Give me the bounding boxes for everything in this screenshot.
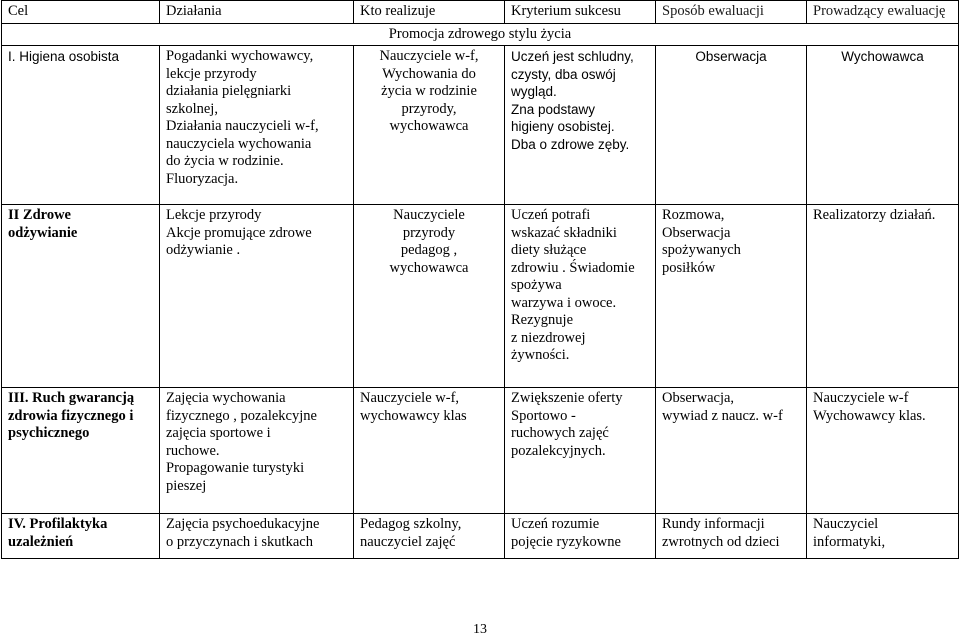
table-header-row: [2, 1, 959, 24]
banner-row: [2, 23, 959, 46]
header-method: Sposób ewaluacji: [656, 1, 807, 24]
criterion-cell: Uczeń rozumie pojęcie ryzykowne: [505, 514, 656, 559]
goal-cell: II Zdrowe odżywianie: [2, 205, 160, 388]
evaluator-cell: Wychowawca: [807, 46, 959, 205]
actions-cell: Pogadanki wychowawcy, lekcje przyrody działania pielęgniarki szkolnej, Działania nauczycieli w-f, nauczyciela wychowania do życia w rodzinie. Fluoryzacja.: [160, 46, 354, 205]
criterion-cell: Uczeń jest schludny, czysty, dba oswój wygląd. Zna podstawy higieny osobistej. Dba o zdrowe zęby.: [505, 46, 656, 205]
actions-cell: Zajęcia psychoedukacyjne o przyczynach i skutkach: [160, 514, 354, 559]
header-actions: Działania: [160, 1, 354, 24]
header-evaluator: Prowadzący ewaluację: [807, 1, 959, 24]
method-cell: Rundy informacji zwrotnych od dzieci: [656, 514, 807, 559]
who-cell: Pedagog szkolny, nauczyciel zajęć: [354, 514, 505, 559]
actions-cell: Lekcje przyrody Akcje promujące zdrowe odżywianie .: [160, 205, 354, 388]
health-promotion-table: [1, 0, 959, 559]
goal-cell: I. Higiena osobista: [2, 46, 160, 205]
table-row: [2, 514, 959, 559]
actions-cell: Zajęcia wychowania fizycznego , pozalekcyjne zajęcia sportowe i ruchowe. Propagowanie turystyki pieszej: [160, 388, 354, 514]
method-cell: Rozmowa, Obserwacja spożywanych posiłków: [656, 205, 807, 388]
header-goal: Cel: [2, 1, 160, 24]
who-cell: Nauczyciele przyrody pedagog , wychowawca: [354, 205, 505, 388]
criterion-cell: Zwiększenie oferty Sportowo - ruchowych zajęć pozalekcyjnych.: [505, 388, 656, 514]
table-row: [2, 205, 959, 388]
page-number: 13: [473, 622, 487, 637]
banner-title: Promocja zdrowego stylu życia: [2, 23, 959, 46]
who-cell: Nauczyciele w-f, Wychowania do życia w rodzinie przyrody, wychowawca: [354, 46, 505, 205]
criterion-cell: Uczeń potrafi wskazać składniki diety służące zdrowiu . Świadomie spożywa warzywa i owoce. Rezygnuje z niezdrowej żywności.: [505, 205, 656, 388]
header-who: Kto realizuje: [354, 1, 505, 24]
evaluator-cell: Realizatorzy działań.: [807, 205, 959, 388]
table-row: [2, 46, 959, 205]
method-cell: Obserwacja: [656, 46, 807, 205]
evaluator-cell: Nauczyciel informatyki,: [807, 514, 959, 559]
evaluator-cell: Nauczyciele w-f Wychowawcy klas.: [807, 388, 959, 514]
table-row: [2, 388, 959, 514]
method-cell: Obserwacja, wywiad z naucz. w-f: [656, 388, 807, 514]
goal-cell: III. Ruch gwarancją zdrowia fizycznego i psychicznego: [2, 388, 160, 514]
who-cell: Nauczyciele w-f, wychowawcy klas: [354, 388, 505, 514]
goal-cell: IV. Profilaktyka uzależnień: [2, 514, 160, 559]
header-criterion: Kryterium sukcesu: [505, 1, 656, 24]
